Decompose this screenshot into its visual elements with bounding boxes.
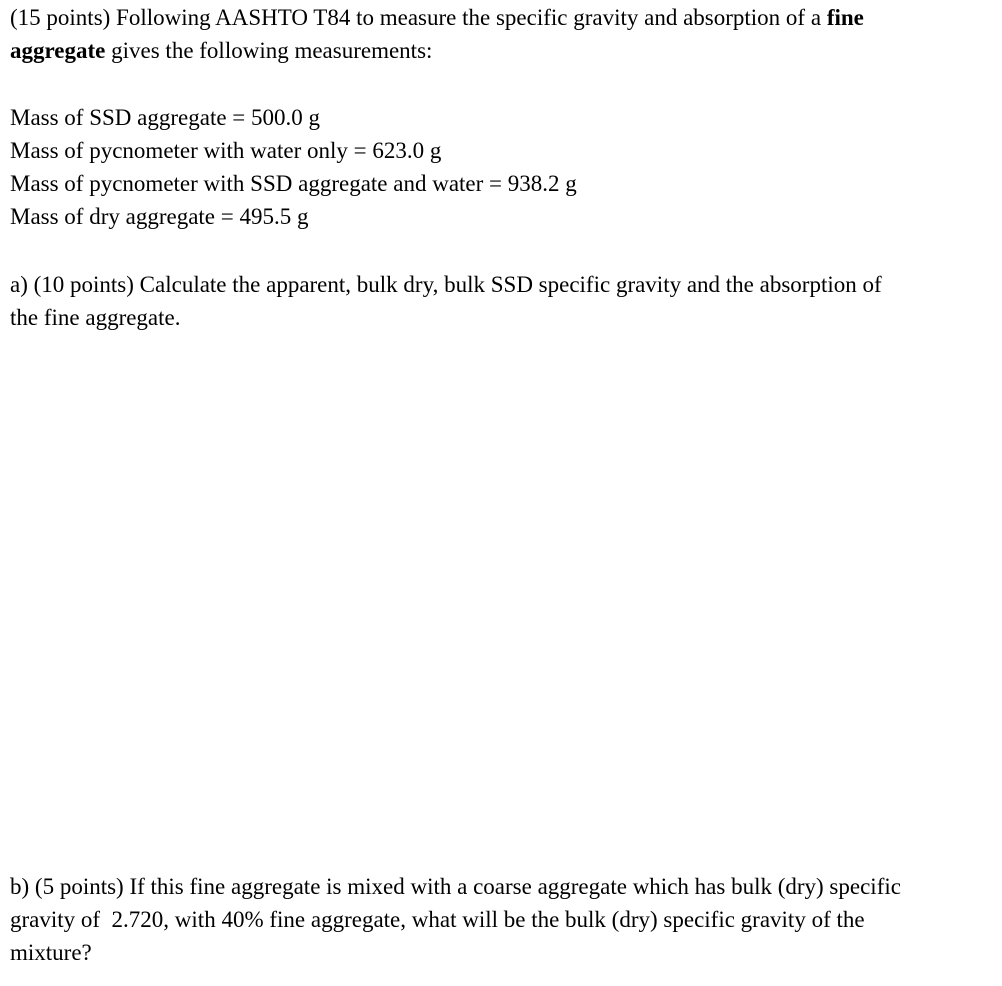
intro-bold-aggregate: aggregate — [10, 38, 106, 63]
measurement-list — [10, 101, 995, 233]
intro-tail-text: gives the following measurements: — [105, 38, 433, 63]
intro-lead-text: (15 points) Following AASHTO T84 to measure the specific gravity and absorption of a — [10, 5, 827, 30]
problem-intro — [10, 1, 995, 67]
intro-line-2 — [10, 34, 995, 67]
question-b-line-3: mixture? — [10, 940, 92, 965]
measurement-pycnometer-ssd-water: Mass of pycnometer with SSD aggregate and water = 938.2 g — [10, 171, 577, 196]
question-b — [10, 870, 995, 969]
question-a-line-2: the fine aggregate. — [10, 305, 181, 330]
intro-line-1 — [10, 1, 995, 34]
measurement-ssd-mass: Mass of SSD aggregate = 500.0 g — [10, 105, 321, 130]
measurement-dry-mass: Mass of dry aggregate = 495.5 g — [10, 204, 309, 229]
question-a — [10, 268, 995, 334]
intro-bold-fine: fine — [826, 5, 864, 30]
question-b-line-1: b) (5 points) If this fine aggregate is mixed with a coarse aggregate which has bulk (dry) specific — [10, 874, 901, 899]
measurement-pycnometer-water: Mass of pycnometer with water only = 623.0 g — [10, 138, 442, 163]
question-b-line-2: gravity of 2.720, with 40% fine aggregate, what will be the bulk (dry) specific gravity of the — [10, 907, 865, 932]
question-a-line-1: a) (10 points) Calculate the apparent, bulk dry, bulk SSD specific gravity and the absorption of — [10, 272, 882, 297]
